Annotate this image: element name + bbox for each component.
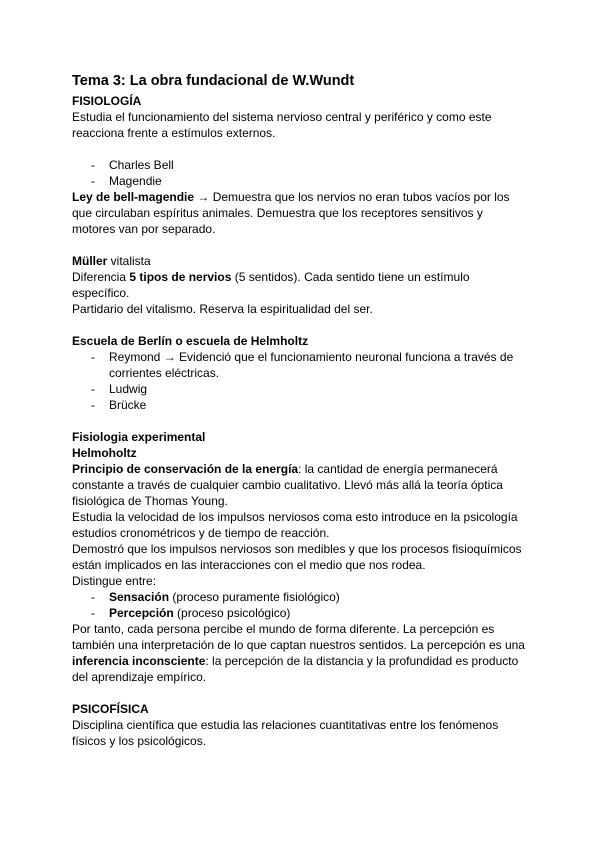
psicofisica-description: Disciplina científica que estudia las relaciones cuantitativas entre los fenómenos físicos y los psicológicos. xyxy=(72,718,499,748)
sensacion-term: Sensación xyxy=(109,590,170,604)
percepcion-text: (proceso psicológico) xyxy=(173,606,291,620)
spacer xyxy=(72,413,528,429)
percepcion-paragraph xyxy=(72,621,528,685)
list-item: - Charles Bell xyxy=(72,157,528,173)
muller-diff-post: (5 sentidos). Cada sentido tiene un estímulo específico. xyxy=(72,270,470,300)
fisiologia-list xyxy=(72,157,528,189)
ley-bell-magendie-text: → Demuestra que los nervios no eran tubos vacíos por los que circulaban espíritus animales. Demuestra que los receptores sensitivos y motores van por separado. xyxy=(72,190,510,236)
velocidad-paragraph: Estudia la velocidad de los impulsos nerviosos coma esto introduce en la psicología estudios cronométricos y de tiempo de reacción. xyxy=(72,510,518,540)
muller-diferencia-paragraph xyxy=(72,269,528,301)
percepcion-post: : la percepción de la distancia y la profundidad es producto del aprendizaje empírico. xyxy=(72,654,519,684)
list-item: - Magendie xyxy=(72,173,528,189)
inferencia-term: inferencia inconsciente xyxy=(72,654,206,668)
impulsos-paragraph: Demostró que los impulsos nerviosos son medibles y que los procesos fisioquímicos están implicados en las interacciones con el medio que nos rodea. xyxy=(72,542,522,572)
list-item: - Reymond → Evidenció que el funcionamiento neuronal funciona a través de corrientes eléctricas. xyxy=(72,349,528,381)
subheading-helmholtz: Helmoholtz xyxy=(72,446,137,460)
spacer xyxy=(72,685,528,701)
muller-diff-bold: 5 tipos de nervios xyxy=(129,270,232,284)
page-title: Tema 3: La obra fundacional de W.Wundt xyxy=(72,73,355,89)
percepcion-pre: Por tanto, cada persona percibe el mundo de forma diferente. La percepción es también una interpretación de lo que captan nuestros sentidos. La percepción es una xyxy=(72,622,525,652)
spacer xyxy=(72,237,528,253)
principio-term: Principio de conservación de la energía xyxy=(72,462,299,476)
list-item xyxy=(72,605,528,621)
heading-psicofisica: PSICOFÍSICA xyxy=(72,702,149,716)
muller-name-rest: vitalista xyxy=(107,254,151,268)
heading-fisiologia: FISIOLOGÍA xyxy=(72,94,142,108)
ley-bell-magendie-term: Ley de bell-magendie xyxy=(72,190,195,204)
muller-name: Müller xyxy=(72,254,108,268)
muller-vitalismo-paragraph: Partidario del vitalismo. Reserva la espiritualidad del ser. xyxy=(72,302,373,316)
percepcion-term: Percepción xyxy=(109,606,174,620)
distingue-list xyxy=(72,589,528,621)
principio-paragraph xyxy=(72,461,528,509)
ley-bell-magendie-paragraph xyxy=(72,189,528,237)
heading-fisiologia-experimental: Fisiologia experimental xyxy=(72,430,206,444)
principio-text: : la cantidad de energía permanecerá constante a través de cualquier cambio cualitativo. Llevó más allá la teoría óptica fisiológica de Thomas Young. xyxy=(72,462,503,508)
heading-escuela-berlin: Escuela de Berlín o escuela de Helmholtz xyxy=(72,334,309,348)
fisiologia-description: Estudia el funcionamiento del sistema nervioso central y periférico y como este reacciona frente a estímulos externos. xyxy=(72,110,492,140)
document-content xyxy=(72,72,528,749)
list-item xyxy=(72,589,528,605)
muller-heading xyxy=(72,253,528,269)
spacer xyxy=(72,317,528,333)
berlin-list xyxy=(72,349,528,413)
distingue-paragraph: Distingue entre: xyxy=(72,574,157,588)
list-item: - Brücke xyxy=(72,397,528,413)
muller-diff-pre: Diferencia xyxy=(72,270,130,284)
sensacion-text: (proceso puramente fisiológico) xyxy=(169,590,340,604)
list-item: - Ludwig xyxy=(72,381,528,397)
spacer xyxy=(72,141,528,157)
